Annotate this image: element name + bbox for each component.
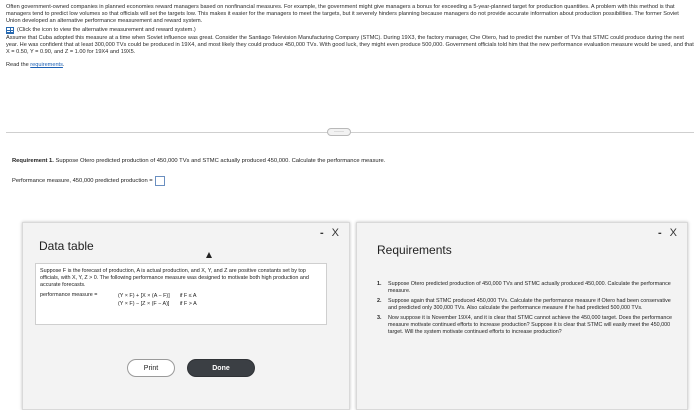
formula-conditions — [180, 292, 197, 308]
problem-paragraph-2: Assume that Cuba adopted this measure at a time when Soviet influence was great. Consider the Santiago Television Manufacturing Company (STMC). During 19X3, the factory manager, Che Otero, had to predict the number of TVs that STMC could produce during the next year. He was confident that at least 300,000 TVs could be produced in 19X4, and most likely they could produce 450,000 TVs. With good luck, they might even produce 500,000. Government officials told him that the new performance evaluation measure would be used, and that X = 0.50, Y = 0.90, and Z = 1.00 for 19X4 and 19X5. — [6, 34, 694, 56]
formula-condition-1: if F ≤ A — [179, 293, 197, 300]
close-icon[interactable]: X — [669, 227, 677, 239]
formula-label: performance measure = — [40, 292, 98, 299]
list-item — [377, 281, 677, 295]
performance-formula — [40, 292, 322, 308]
list-item — [377, 298, 677, 312]
requirement-number: 2. — [377, 298, 382, 304]
minimize-icon[interactable]: - — [319, 227, 324, 239]
data-table-dialog — [22, 222, 350, 410]
performance-measure-label: Performance measure, 450,000 predicted production = — [12, 178, 153, 184]
requirement-text: Suppose Otero predicted production of 450,000 TVs and STMC actually produced 450,000. Calculate the performance measure. — [388, 281, 671, 294]
requirement-text: Now suppose it is November 19X4, and it is clear that STMC cannot achieve the 450,000 target. Does the performance measure motivate continued efforts to increase production? Suppose it is clear that STMC will easily meet the 450,000 target. Will the system motivate continued efforts to increase production? — [388, 315, 673, 335]
data-table-title: Data table — [39, 239, 94, 253]
requirement-1-label: Requirement 1. — [12, 158, 54, 164]
read-prefix: Read the — [6, 62, 31, 69]
problem-paragraph-1: Often government-owned companies in planned economies reward managers based on nonfinancial measures. For example, the government might give managers a bonus for exceeding a 5-year-planned target for production quantities. A problem with this method is that managers tend to predict low volumes so that officials will set the targets low. This makes it easier for the managers to meet the targets, but it severely hinders planning because managers do not provide accurate information about production possibilities. The former Soviet Union developed an alternative performance measurement and reward system. — [6, 4, 679, 25]
answer-input[interactable] — [155, 176, 165, 186]
formula-case-2: (Y × F) − [Z × (F − A)] — [118, 301, 170, 308]
requirement-1-text — [12, 158, 385, 164]
table-icon[interactable] — [6, 27, 14, 34]
read-requirements-line — [6, 62, 694, 69]
formula-case-1: (Y × F) + [X × (A − F)] — [118, 293, 170, 300]
requirements-window-controls — [658, 227, 677, 239]
icon-note: (Click the icon to view the alternative measurement and reward system.) — [17, 26, 196, 33]
formula-condition-2: if F > A — [179, 301, 197, 308]
close-icon[interactable]: X — [331, 227, 339, 239]
data-table-intro: Suppose F is the forecast of production, A is actual production, and X, Y, and Z are positive constants set by top officials, with X, Y, Z > 0. The following performance measure was designed to motivate both high production and accurate forecasts. — [40, 268, 309, 288]
read-suffix: . — [62, 62, 65, 69]
requirements-dialog — [356, 222, 688, 410]
alt-measure-line[interactable] — [6, 27, 694, 34]
requirements-list — [377, 281, 677, 339]
requirements-title: Requirements — [377, 243, 452, 257]
problem-statement — [6, 4, 694, 71]
done-button[interactable]: Done — [187, 359, 255, 377]
list-item — [377, 315, 677, 336]
requirement-text: Suppose again that STMC produced 450,000 TVs. Calculate the performance measure if Otero had been conservative and predicted only 300,000 TVs. Also calculate the performance measure if he had predicted 500,000 TVs. — [388, 298, 671, 311]
print-button[interactable]: Print — [127, 359, 175, 377]
requirement-number: 3. — [377, 315, 382, 321]
data-table-content — [35, 263, 327, 325]
minimize-icon[interactable]: - — [657, 227, 662, 239]
mouse-cursor-icon — [206, 252, 212, 258]
requirement-1-body: Suppose Otero predicted production of 450,000 TVs and STMC actually produced 450,000. Calculate the performance measure. — [53, 158, 386, 164]
requirement-number: 1. — [377, 281, 382, 287]
performance-measure-line — [12, 176, 165, 186]
formula-cases — [118, 292, 170, 308]
divider-expand-button[interactable]: ····· — [327, 128, 351, 136]
data-table-window-controls — [320, 227, 339, 239]
requirements-link[interactable]: requirements — [30, 62, 63, 69]
